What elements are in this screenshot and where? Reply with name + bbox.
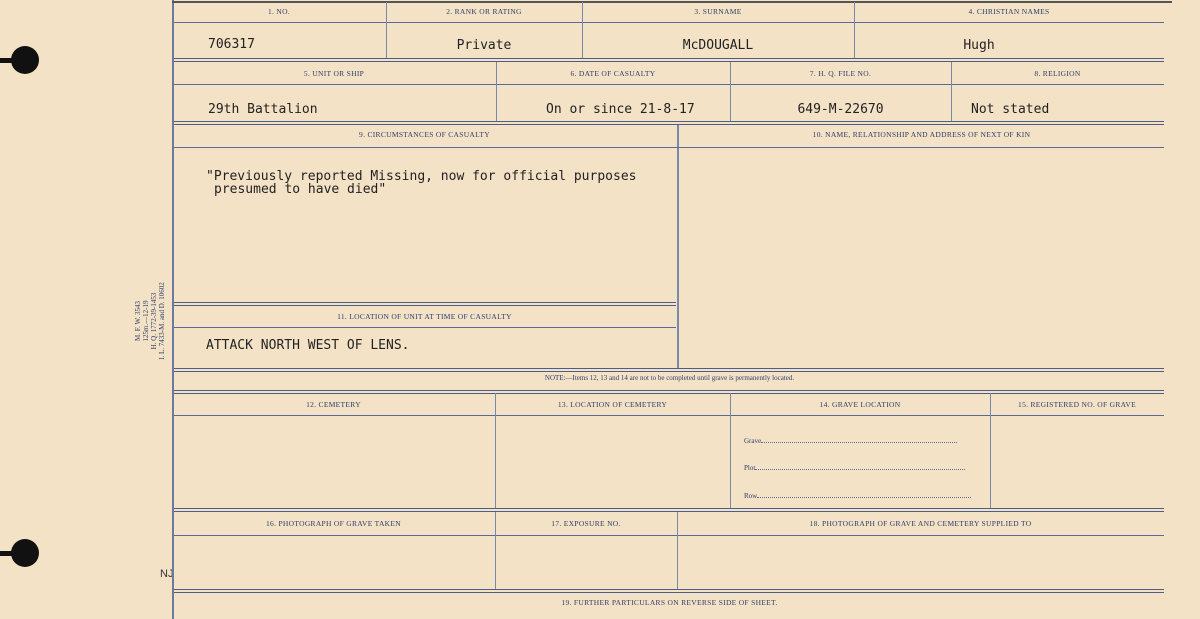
- date-label: 6. DATE OF CASUALTY: [570, 69, 656, 78]
- no-label: 1. NO.: [267, 7, 290, 16]
- religion-value: Not stated: [971, 102, 1050, 117]
- divider: [730, 393, 731, 508]
- divider: [174, 147, 1164, 148]
- top-border: [172, 1, 1172, 3]
- rank-value: Private: [456, 38, 512, 53]
- location-label: 11. LOCATION OF UNIT AT TIME OF CASUALTY: [337, 312, 512, 321]
- file-no-value: 649-M-22670: [797, 102, 884, 117]
- circumstances-label: 9. CIRCUMSTANCES OF CASUALTY: [359, 130, 490, 139]
- grave-label: Grave: [744, 437, 762, 445]
- file-no-label: 7. H. Q. FILE NO.: [809, 69, 872, 78]
- divider: [174, 415, 1164, 416]
- divider: [174, 327, 676, 328]
- plot-label: Plot: [744, 464, 756, 472]
- clerk-initials: NJ: [160, 568, 174, 580]
- punch-hole: [11, 46, 39, 74]
- row-field: [744, 492, 971, 500]
- grave-field: [744, 437, 957, 445]
- plot-field: [744, 464, 965, 472]
- divider: [174, 121, 1164, 125]
- circumstances-line-2: presumed to have died": [214, 182, 387, 197]
- divider: [174, 84, 1164, 85]
- divider: [174, 390, 1164, 394]
- cemetery-location-label: 13. LOCATION OF CEMETERY: [557, 400, 668, 409]
- photo-supplied-label: 18. PHOTOGRAPH OF GRAVE AND CEMETERY SUPPLIED TO: [809, 519, 1032, 528]
- punch-hole: [11, 539, 39, 567]
- divider: [990, 393, 991, 508]
- cemetery-label: 12. CEMETERY: [306, 400, 361, 409]
- religion-label: 8. RELIGION: [1034, 69, 1081, 78]
- divider: [174, 589, 1164, 593]
- christian-names-value: Hugh: [963, 38, 995, 53]
- divider: [174, 368, 1164, 372]
- date-value: On or since 21-8-17: [546, 102, 695, 117]
- location-value: ATTACK NORTH WEST OF LENS.: [206, 338, 410, 353]
- footer-note: 19. FURTHER PARTICULARS ON REVERSE SIDE OF SHEET.: [561, 598, 778, 607]
- grave-location-label: 14. GRAVE LOCATION: [819, 400, 901, 409]
- row-label: Row: [744, 492, 758, 500]
- divider: [174, 302, 676, 306]
- note-text: NOTE:—Items 12, 13 and 14 are not to be completed until grave is permanently located.: [544, 374, 795, 382]
- unit-label: 5. UNIT OR SHIP: [303, 69, 365, 78]
- divider: [174, 535, 1164, 536]
- divider: [174, 508, 1164, 512]
- exposure-label: 17. EXPOSURE NO.: [551, 519, 621, 528]
- divider: [174, 22, 1164, 23]
- divider: [174, 58, 1164, 62]
- circumstances-line-1: "Previously reported Missing, now for official purposes: [206, 169, 637, 184]
- unit-value: 29th Battalion: [208, 102, 318, 117]
- christian-names-label: 4. CHRISTIAN NAMES: [968, 7, 1050, 16]
- surname-value: McDOUGALL: [682, 38, 754, 53]
- divider: [495, 393, 496, 508]
- surname-label: 3. SURNAME: [694, 7, 742, 16]
- registered-no-label: 15. REGISTERED NO. OF GRAVE: [1018, 400, 1136, 409]
- form-print-code: M. F. W. 3543 125m.—12-19 H. Q. 1772-39-1453 I. L. 7433-M. and D. 10602: [134, 282, 166, 360]
- next-of-kin-label: 10. NAME, RELATIONSHIP AND ADDRESS OF NEXT OF KIN: [812, 130, 1031, 139]
- no-value: 706317: [208, 37, 255, 52]
- divider: [677, 125, 679, 369]
- photo-taken-label: 16. PHOTOGRAPH OF GRAVE TAKEN: [266, 519, 401, 528]
- rank-label: 2. RANK OR RATING: [446, 7, 522, 16]
